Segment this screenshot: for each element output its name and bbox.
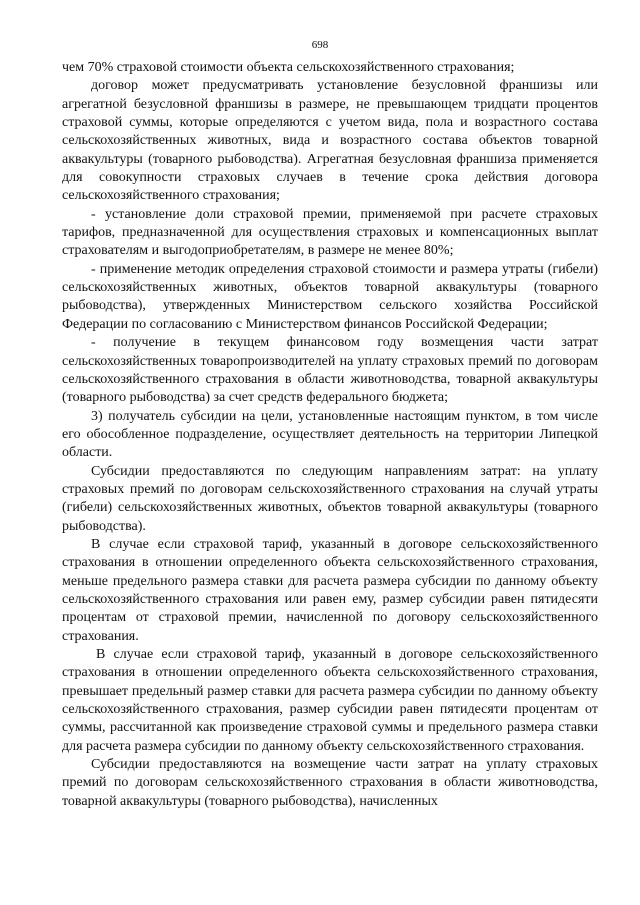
page-number: 698 — [311, 39, 329, 51]
paragraph-tariff-above-limit: В случае если страховой тариф, указанный в договоре сельскохозяйственного страхования в отношении определенного объекта сельскохозяйственного страхования, превышает предельный размер ставки для расчета размера субсидии по данному объекту сельскохозяйственного страхования, размер субсидии равен пятидесяти процентам от суммы, рассчитанной как произведение страховой суммы и предельного размера ставки для расчета размера субсидии по данному объекту сельскохозяйственного страхования. — [62, 647, 598, 754]
paragraph-continuation: чем 70% страховой стоимости объекта сельскохозяйственного страхования; — [62, 60, 515, 75]
paragraph-recipient: 3) получатель субсидии на цели, установленные настоящим пунктом, в том числе его обособленное подразделение, осуществляет деятельность на территории Липецкой области. — [62, 408, 598, 461]
paragraph-methods: - применение методик определения страховой стоимости и размера утраты (гибели) сельскохозяйственных животных, объектов товарной аквакультуры (товарного рыбоводства), утвержденных Министерством сельского хозяйства Российской Федерации по согласованию с Министерством финансов Российской Федерации; — [62, 261, 598, 332]
paragraph-tariff-below-limit: В случае если страховой тариф, указанный в договоре сельскохозяйственного страхования в отношении определенного объекта сельскохозяйственного страхования, меньше предельного размера ставки для расчета размера субсидии по данному объекту сельскохозяйственного страхования или равен ему, размер субсидии равен пятидесяти процентам от страховой премии, начисленной по договору сельскохозяйственного страхования. — [62, 536, 598, 644]
paragraph-franchise: договор может предусматривать установление безусловной франшизы или агрегатной безусловной франшизы в размере, не превышающем тридцати процентов страховой суммы, которые определяются с учетом вида, пола и возрастного состава сельскохозяйственных животных, вида и возрастного состава объектов товарной аквакультуры (товарного рыбоводства). Агрегатная безусловная франшиза применяется для совокупности страховых случаев в течение срока действия договора сельскохозяйственного страхования; — [62, 78, 598, 204]
paragraph-subsidy-reimbursement: Субсидии предоставляются на возмещение части затрат на уплату страховых премий по договорам сельскохозяйственного страхования в области животноводства, товарной аквакультуры (товарного рыбоводства), начисленных — [62, 757, 598, 809]
paragraph-compensation: - получение в текущем финансовом году возмещения части затрат сельскохозяйственных товаропроизводителей на уплату страховых премий по договорам сельскохозяйственного страхования в области животноводства, товарной аквакультуры (товарного рыбоводства) за счет средств федерального бюджета; — [62, 335, 598, 406]
paragraph-premium-share: - установление доли страховой премии, применяемой при расчете страховых тарифов, предназначенной для осуществления страховых и компенсационных выплат страхователям и выгодоприобретателям, в размере не менее 80%; — [62, 206, 598, 259]
paragraph-subsidy-directions: Субсидии предоставляются по следующим направлениям затрат: на уплату страховых премий по договорам сельскохозяйственного страхования на случай утраты (гибели) сельскохозяйственных животных, объектов товарной аквакультуры (товарного рыбоводства). — [62, 463, 598, 534]
document-body — [62, 59, 598, 811]
